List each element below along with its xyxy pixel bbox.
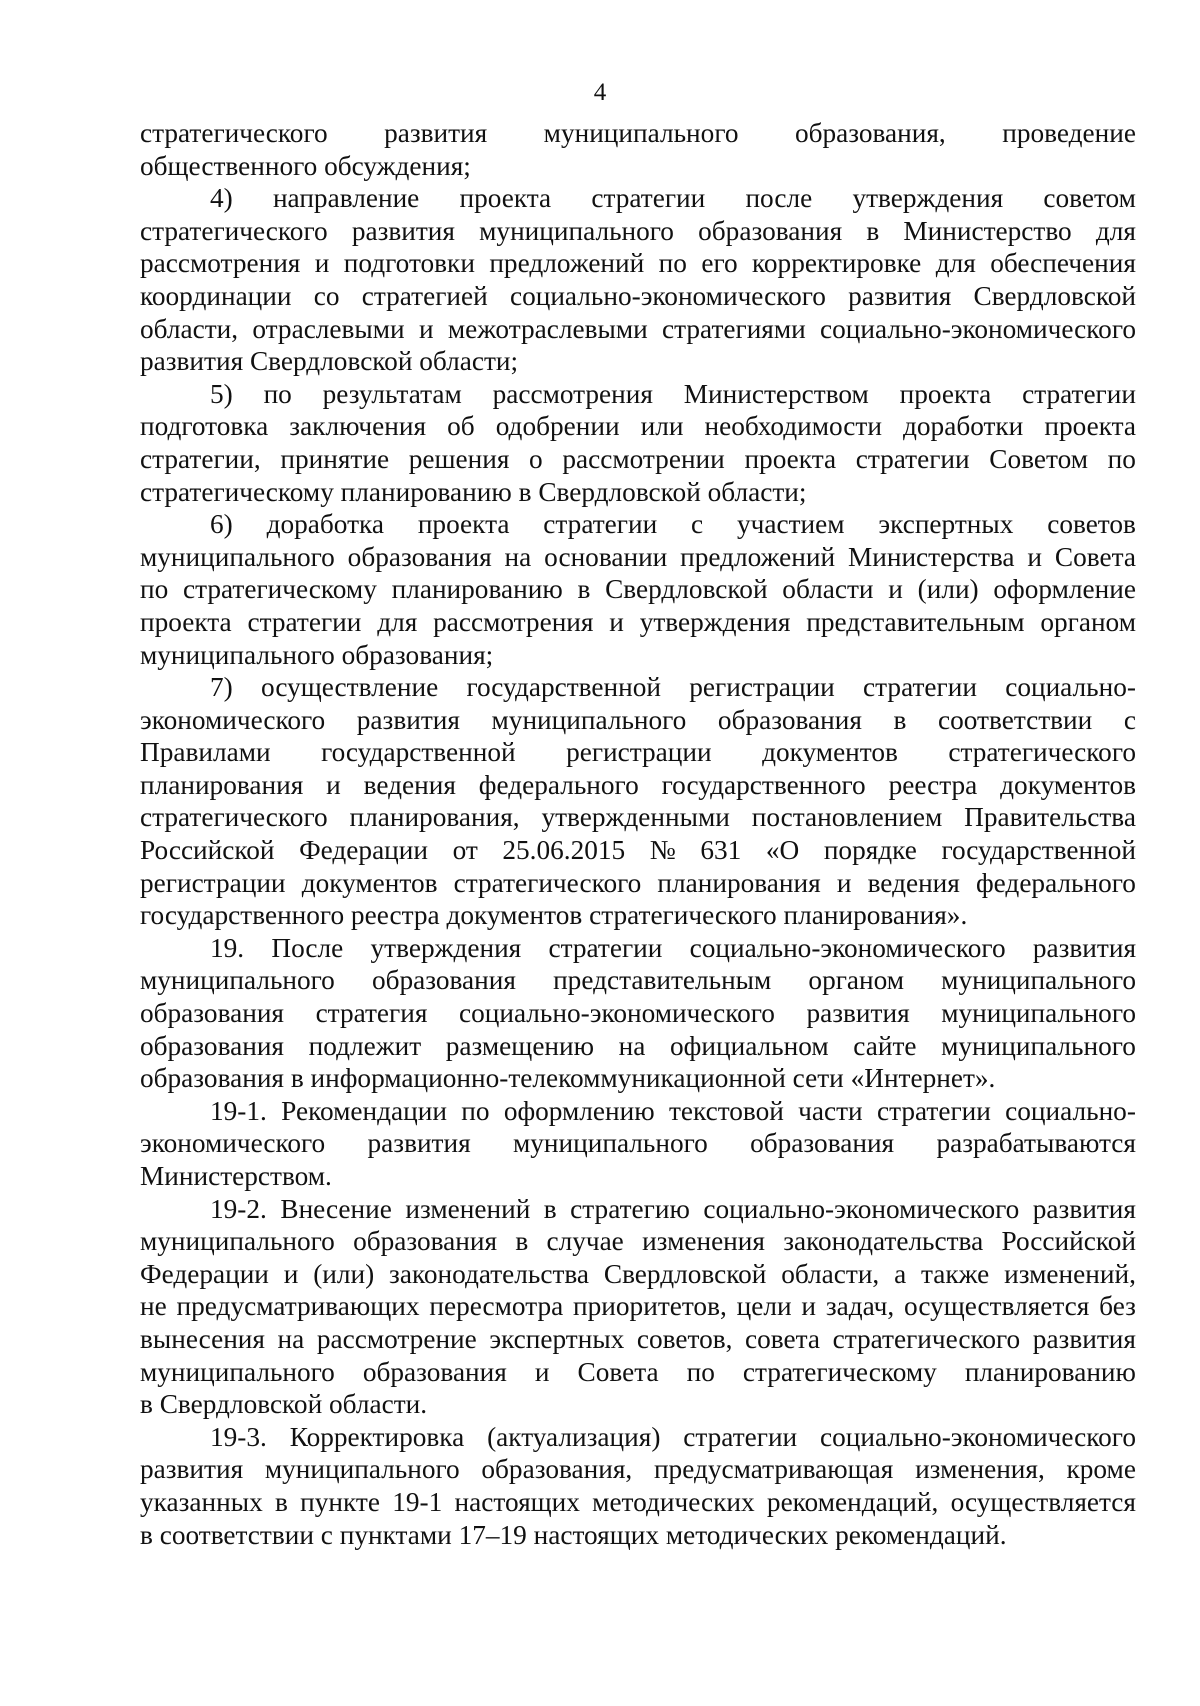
text-line: области, отраслевыми и межотраслевыми стратегиями социально-экономического [140, 313, 1136, 344]
text-line: общественного обсуждения; [140, 150, 471, 181]
text-line: стратегического планирования, утвержденными постановлением Правительства [140, 802, 1136, 833]
text-line: муниципального образования на основании предложений Министерства и Совета [140, 541, 1136, 572]
text-line: 19-3. Корректировка (актуализация) стратегии социально-экономического [210, 1421, 1136, 1452]
text-line: координации со стратегией социально-экономического развития Свердловской [140, 280, 1136, 311]
text-line: 19-2. Внесение изменений в стратегию социально-экономического развития [210, 1193, 1136, 1224]
text-line: образования подлежит размещению на официальном сайте муниципального [140, 1030, 1136, 1061]
text-line: в Свердловской области. [140, 1389, 428, 1420]
text-line: указанных в пункте 19-1 настоящих методических рекомендаций, осуществляется [140, 1486, 1136, 1517]
text-line: в соответствии с пунктами 17–19 настоящих методических рекомендаций. [140, 1519, 1007, 1550]
text-line: 6) доработка проекта стратегии с участием экспертных советов [210, 509, 1136, 540]
text-line: 19. После утверждения стратегии социально-экономического развития [210, 932, 1136, 963]
text-line: развития Свердловской области; [140, 346, 519, 377]
text-line: образования стратегия социально-экономического развития муниципального [140, 998, 1136, 1029]
text-line: экономического развития муниципального образования в соответствии с [140, 704, 1136, 735]
text-line: Федерации и (или) законодательства Свердловской области, а также изменений, [140, 1258, 1136, 1289]
text-line: Правилами государственной регистрации документов стратегического [140, 737, 1136, 768]
text-line: проекта стратегии для рассмотрения и утверждения представительным органом [140, 606, 1136, 637]
text-line: развития муниципального образования, предусматривающая изменения, кроме [140, 1454, 1136, 1485]
text-line: стратегического развития муниципального образования в Министерство для [140, 215, 1136, 246]
text-line: вынесения на рассмотрение экспертных советов, совета стратегического развития [140, 1323, 1136, 1354]
document-body [140, 117, 1136, 1551]
text-line: 7) осуществление государственной регистрации стратегии социально- [210, 672, 1136, 703]
page-number: 4 [593, 79, 607, 106]
text-line: 19-1. Рекомендации по оформлению текстовой части стратегии социально- [210, 1095, 1136, 1126]
text-line: муниципального образования; [140, 639, 494, 670]
text-line: рассмотрения и подготовки предложений по его корректировке для обеспечения [140, 248, 1136, 279]
text-line: стратегического развития муниципального образования, проведение [140, 118, 1136, 148]
text-line: государственного реестра документов стратегического планирования». [140, 900, 968, 931]
text-line: планирования и ведения федерального государственного реестра документов [140, 769, 1136, 800]
text-line: стратегии, принятие решения о рассмотрении проекта стратегии Советом по [140, 443, 1136, 474]
text-line: экономического развития муниципального образования разрабатываются [140, 1128, 1136, 1159]
text-line: 4) направление проекта стратегии после утверждения советом [210, 183, 1136, 214]
text-line: Российской Федерации от 25.06.2015 № 631 «О порядке государственной [140, 835, 1136, 866]
text-line: 5) по результатам рассмотрения Министерством проекта стратегии [210, 378, 1136, 409]
text-line: муниципального образования в случае изменения законодательства Российской [140, 1226, 1136, 1257]
text-line: муниципального образования представительным органом муниципального [140, 965, 1136, 996]
text-line: подготовка заключения об одобрении или необходимости доработки проекта [140, 411, 1136, 442]
text-line: по стратегическому планированию в Свердловской области и (или) оформление [140, 574, 1136, 605]
text-line: стратегическому планированию в Свердловской области; [140, 476, 807, 507]
text-line: регистрации документов стратегического планирования и ведения федерального [140, 867, 1136, 898]
text-line: не предусматривающих пересмотра приоритетов, цели и задач, осуществляется без [140, 1291, 1136, 1322]
text-line: муниципального образования и Совета по стратегическому планированию [140, 1356, 1136, 1387]
text-line: Министерством. [140, 1161, 332, 1191]
text-line: образования в информационно-телекоммуникационной сети «Интернет». [140, 1063, 996, 1094]
